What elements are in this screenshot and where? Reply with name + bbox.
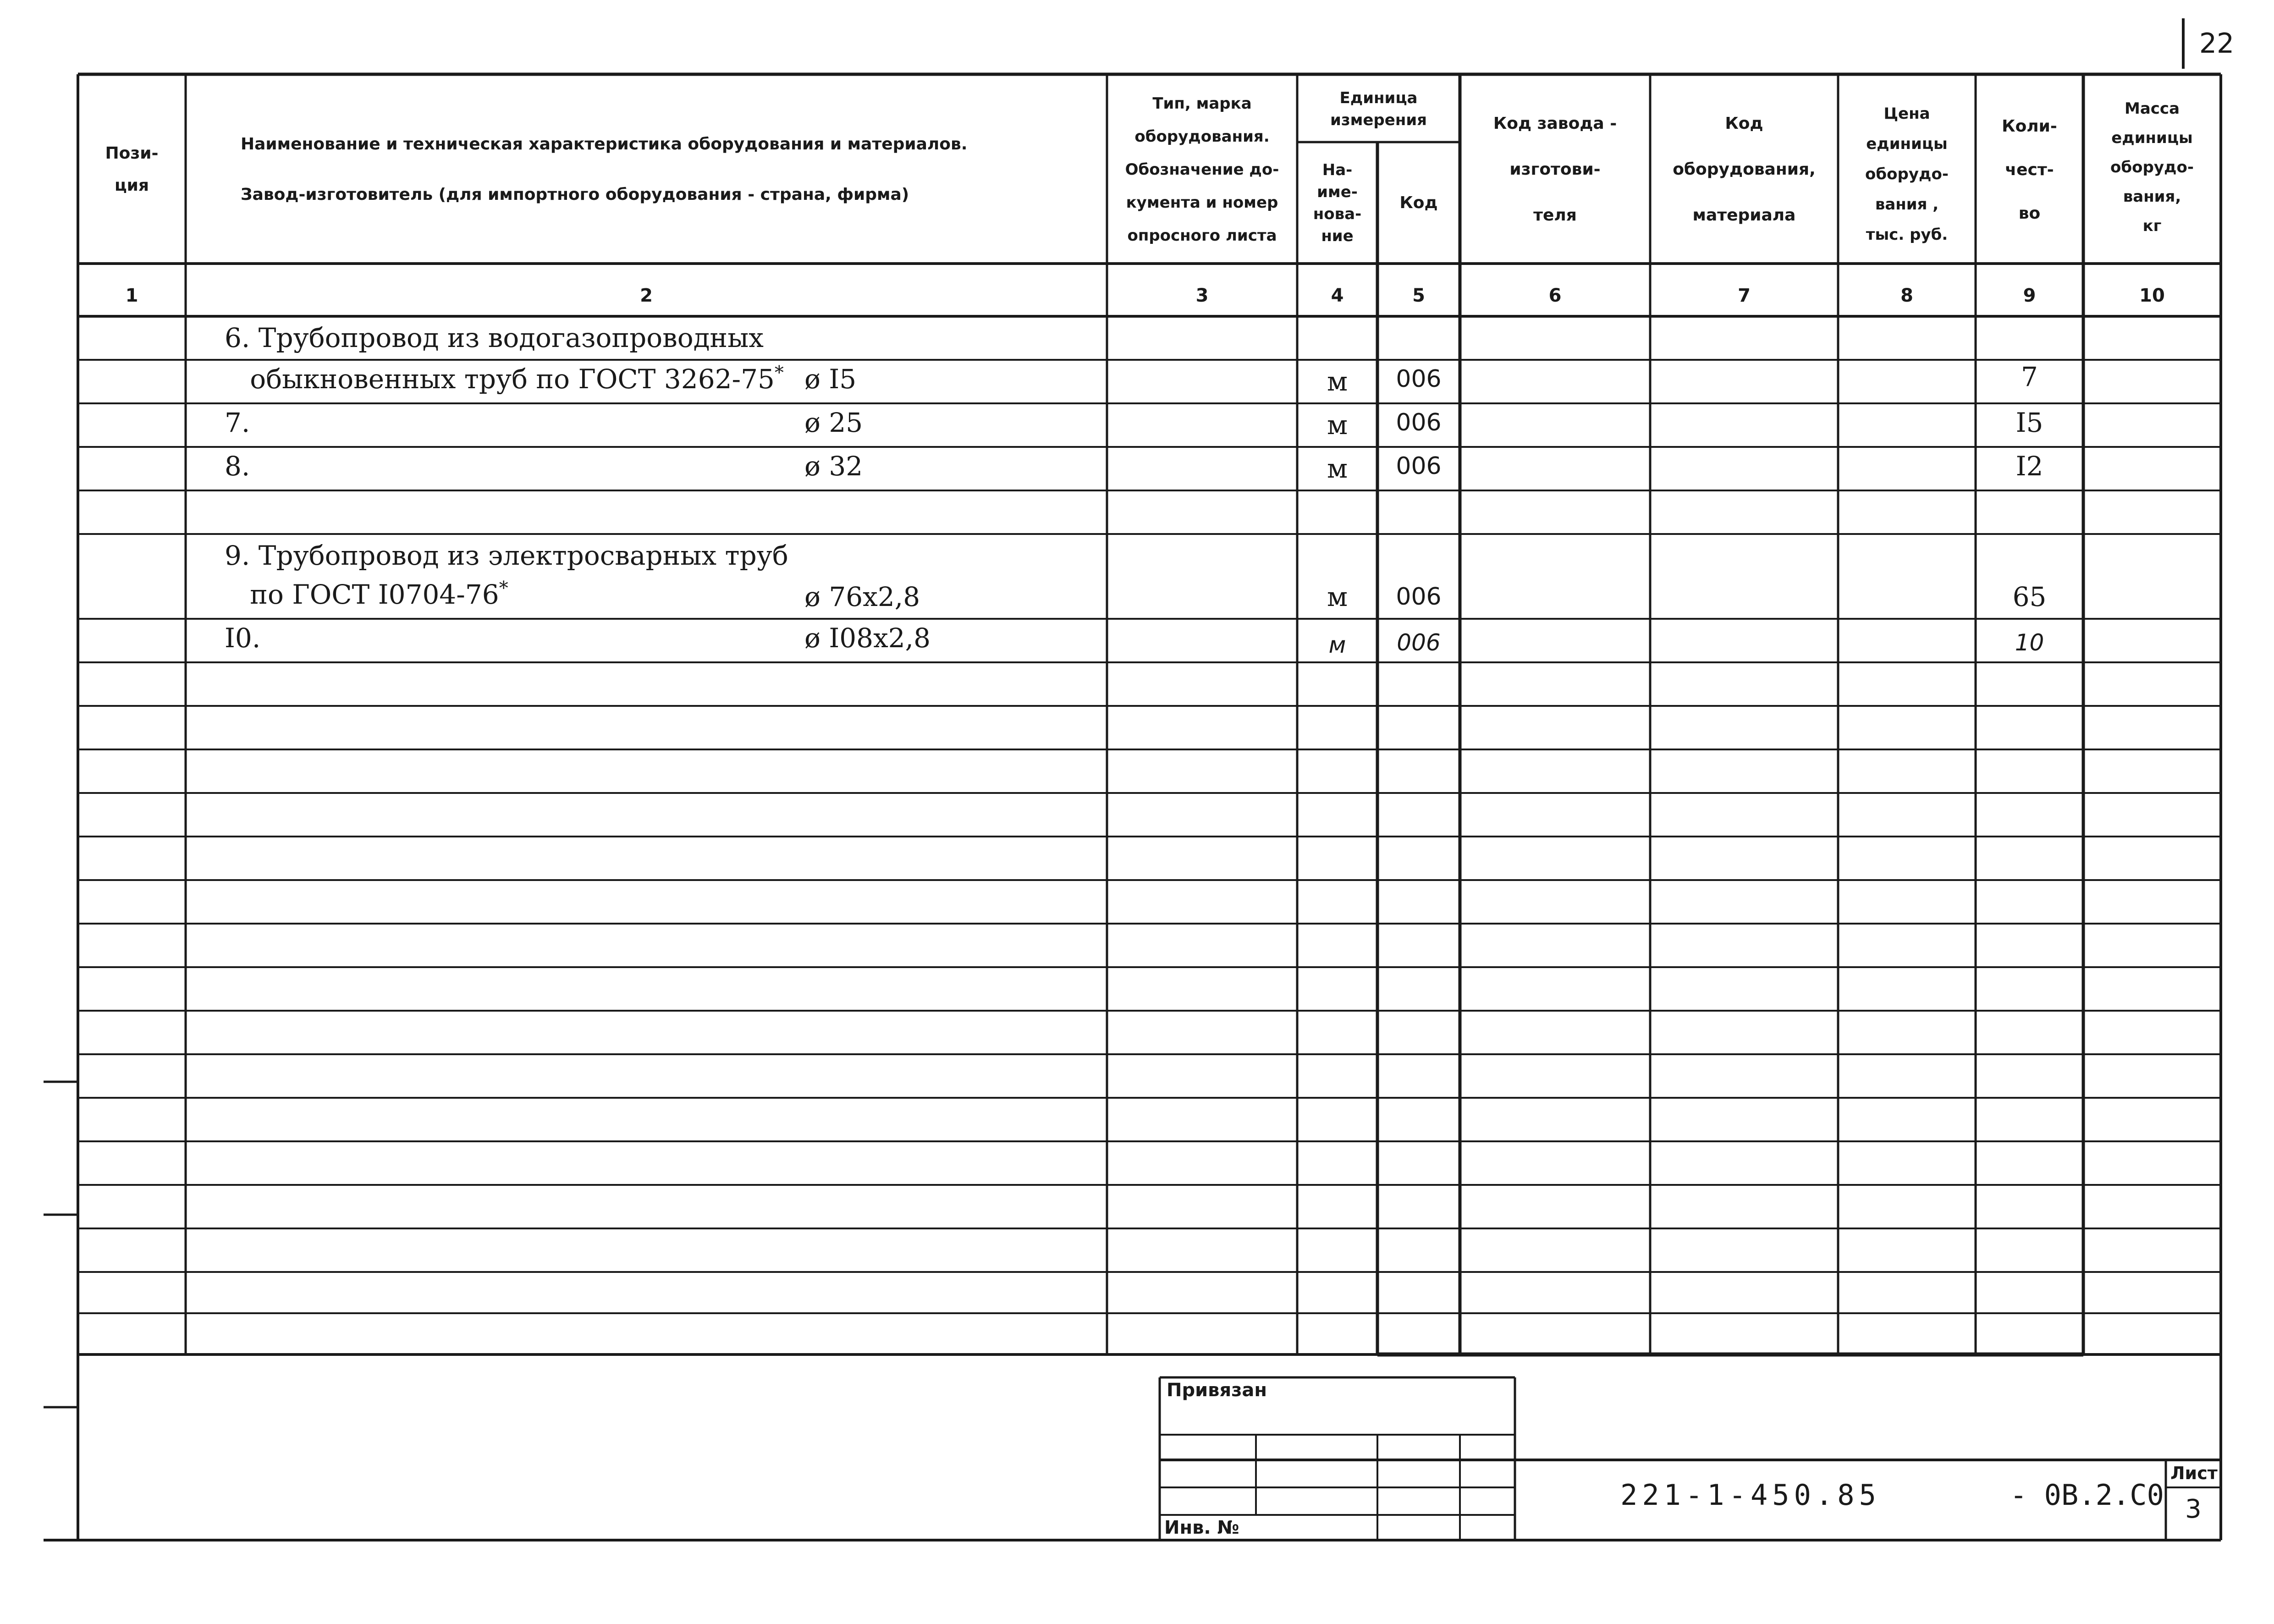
- row-name: 9. Трубопровод из электросварных труб: [225, 540, 788, 571]
- row-name: 8.: [225, 451, 250, 482]
- header-unit-group: Единица измерения: [1330, 88, 1427, 129]
- column-number: 9: [2023, 285, 2036, 306]
- row-unit: м: [1327, 366, 1348, 397]
- stamp-inv: Инв. №: [1164, 1517, 1239, 1538]
- column-number: 6: [1548, 285, 1562, 306]
- header-equipment-code: Код оборудования, материала: [1673, 114, 1816, 225]
- header-unit-code: Код: [1399, 193, 1438, 212]
- row-code: 006: [1396, 409, 1442, 436]
- row-code: 006: [1396, 583, 1442, 611]
- row-code: 006: [1396, 365, 1442, 393]
- row-qty: 65: [2012, 581, 2047, 612]
- row-unit: м: [1327, 581, 1348, 612]
- row-code: 006: [1396, 452, 1442, 480]
- column-number: 8: [1900, 285, 1913, 306]
- stamp-privyazan: Привязан: [1167, 1380, 1267, 1401]
- row-qty: I5: [2015, 407, 2043, 438]
- header-factory-code: Код завода - изготови- теля: [1493, 114, 1617, 225]
- sheet-number: 3: [2185, 1494, 2202, 1524]
- row-size: ø 76x2,8: [804, 581, 920, 612]
- row-size: ø I5: [804, 363, 857, 395]
- header-type: Тип, марка оборудования. Обозначение до- кумента и номер опросного листа: [1125, 94, 1279, 245]
- sheet-label: Лист: [2170, 1463, 2218, 1483]
- row-name: обыкновенных труб по ГОСТ 3262-75*: [225, 362, 784, 395]
- header-price: Цена единицы оборудо- вания , тыс. руб.: [1865, 105, 1949, 244]
- page-number: 22: [2182, 18, 2249, 69]
- column-number: 2: [640, 285, 653, 306]
- column-number: 7: [1738, 285, 1751, 306]
- doc-code: - 0В.2.С0: [2010, 1478, 2164, 1512]
- row-name: I0.: [225, 622, 261, 654]
- row-size: ø I08x2,8: [804, 622, 931, 654]
- header-unit-name: На- име- нова- ние: [1313, 160, 1362, 245]
- header-name: Наименование и техническая характеристика оборудования и материалов. Завод-изготовитель (для импортного оборудования - страна, фирма): [241, 135, 968, 204]
- column-number: 5: [1412, 285, 1425, 306]
- column-number: 10: [2139, 285, 2165, 306]
- row-name: 6. Трубопровод из водогазопроводных: [225, 322, 764, 353]
- column-number: 3: [1195, 285, 1209, 306]
- row-size: ø 25: [804, 407, 863, 438]
- row-qty: 10: [2015, 629, 2044, 656]
- row-size: ø 32: [804, 451, 863, 482]
- column-number: 4: [1331, 285, 1344, 306]
- header-position: Пози- ция: [105, 144, 159, 195]
- doc-number: 221-1-450.85: [1620, 1478, 1881, 1512]
- header-mass: Масса единицы оборудо- вания, кг: [2110, 99, 2194, 235]
- row-unit: м: [1328, 632, 1346, 658]
- row-unit: м: [1327, 453, 1348, 484]
- row-qty: I2: [2015, 451, 2043, 482]
- column-number: 1: [125, 285, 138, 306]
- row-qty: 7: [2021, 361, 2038, 392]
- row-name: 7.: [225, 407, 250, 438]
- row-name: по ГОСТ I0704-76*: [225, 578, 508, 610]
- row-code: 006: [1397, 629, 1441, 656]
- row-unit: м: [1327, 409, 1348, 440]
- header-quantity: Коли- чест- во: [2002, 116, 2057, 223]
